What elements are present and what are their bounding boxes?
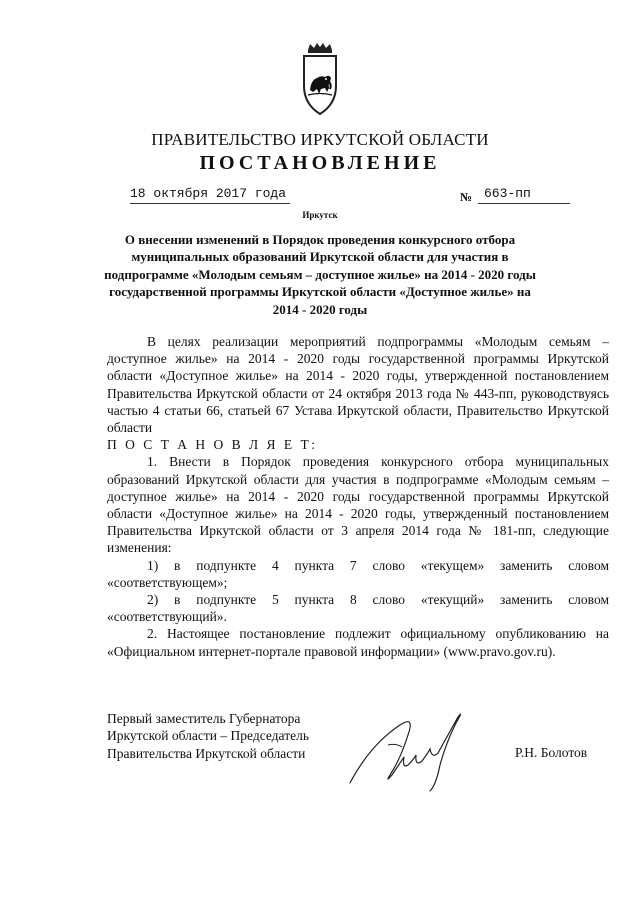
- document-number: 663-пп: [478, 186, 570, 204]
- signatory-position-line: Иркутской области – Председатель: [107, 728, 309, 744]
- document-type: ПОСТАНОВЛЕНИЕ: [199, 152, 441, 174]
- item-1-1-paragraph: 1) в подпункте 4 пункта 7 слово «текущем» заменить словом «соответствующем»;: [107, 557, 609, 590]
- number-sign: №: [460, 190, 473, 204]
- document-body: [107, 333, 609, 660]
- coat-of-arms-emblem: [301, 42, 339, 116]
- signatory-position: [107, 710, 347, 762]
- item-2-paragraph: 2. Настоящее постановление подлежит официальному опубликованию на «Официальном интернет-портале правовой информации» (www.pravo.gov.ru).: [107, 626, 609, 659]
- signatory-position-line: Правительства Иркутской области: [107, 745, 306, 761]
- document-title: О внесении изменений в Порядок проведения конкурсного отбора муниципальных образований Иркутской области для участия в подпрограмме «Молодым семьям – доступное жилье» на 2014 - 2020 годы государственной программы Иркутской области «Доступное жилье» на 2014 - 2020 годы: [104, 232, 536, 317]
- signatory-name: Р.Н. Болотов: [515, 745, 588, 760]
- document-date: 18 октября 2017 года: [130, 186, 290, 204]
- item-1-2-paragraph: 2) в подпункте 5 пункта 8 слово «текущий» заменить словом «соответствующий».: [107, 592, 609, 625]
- item-1-paragraph: 1. Внести в Порядок проведения конкурсного отбора муниципальных образований Иркутской области для участия в подпрограмме «Молодым семьям – доступное жилье» на 2014 - 2020 годы государственной программы Иркутской области «Доступное жилье» на 2014 - 2020 годы, утвержденный постановлением Правительства Иркутской области от 3 апреля 2014 года № 181-пп, следующие изменения:: [107, 454, 609, 556]
- signatory-position-line: Первый заместитель Губернатора: [107, 711, 301, 726]
- preamble-paragraph: В целях реализации мероприятий подпрограммы «Молодым семьям – доступное жилье» на 2014 - 2020 годы государственной программы Иркутской области «Доступное жилье» на 2014 - 2020 годы, утвержденной постановлением Правительства Иркутской области от 24 октября 2013 года № 443-пп, руководствуясь частью 4 статьи 66, статьей 67 Устава Иркутской области, Правительство Иркутской области: [107, 334, 609, 436]
- government-name: ПРАВИТЕЛЬСТВО ИРКУТСКОЙ ОБЛАСТИ: [151, 130, 489, 149]
- city-name: Иркутск: [302, 210, 338, 220]
- handwritten-signature: [330, 705, 480, 795]
- resolves-line: П О С Т А Н О В Л Я Е Т:: [107, 437, 318, 453]
